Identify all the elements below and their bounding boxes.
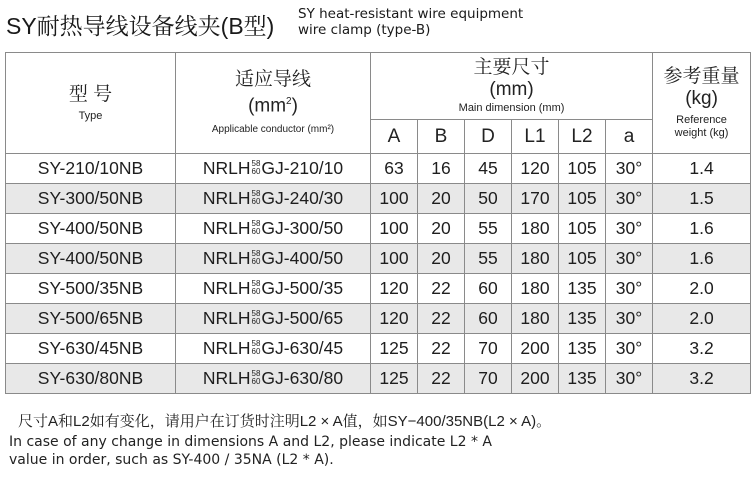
header-weight-unit: (kg) <box>685 88 718 109</box>
header-conductor-en: Applicable conductor (mm²) <box>211 124 335 136</box>
table-row <box>6 184 751 214</box>
conductor-suffix: GJ-630/80 <box>261 368 344 388</box>
unit-pre: (mm <box>248 95 287 117</box>
conductor-index-top: 58 <box>251 369 261 379</box>
header-weight-en1: Reference <box>676 114 727 126</box>
cell-conductor <box>176 244 371 274</box>
spec-table <box>5 52 751 394</box>
header-dimension <box>371 53 653 120</box>
table-row <box>6 364 751 394</box>
cell-d: 70 <box>465 334 512 364</box>
conductor-prefix: NRLH <box>202 368 251 388</box>
cell-l1: 200 <box>512 334 559 364</box>
cell-angle: 30° <box>606 184 653 214</box>
cell-l1: 180 <box>512 214 559 244</box>
cell-l2: 105 <box>559 244 606 274</box>
cell-l2: 105 <box>559 154 606 184</box>
conductor-index <box>252 220 261 236</box>
cell-l2: 135 <box>559 334 606 364</box>
cell-weight: 1.5 <box>653 184 751 214</box>
conductor-prefix: NRLH <box>202 338 251 358</box>
table-row <box>6 334 751 364</box>
cell-b: 20 <box>418 244 465 274</box>
conductor-suffix: GJ-240/30 <box>261 188 344 208</box>
conductor-suffix: GJ-400/50 <box>261 248 344 268</box>
cell-type: SY-400/50NB <box>6 214 176 244</box>
cell-l2: 135 <box>559 304 606 334</box>
cell-conductor <box>176 154 371 184</box>
table-row <box>6 154 751 184</box>
conductor-index-bottom: 60 <box>251 197 261 207</box>
header-col-a: A <box>371 120 418 154</box>
cell-l1: 200 <box>512 364 559 394</box>
cell-a: 100 <box>371 214 418 244</box>
note-cn: 尺寸A和L2如有变化，请用户在订货时注明L2 × A值，如SY−400/35NB(L2 × A)。 <box>18 413 552 430</box>
cell-d: 45 <box>465 154 512 184</box>
cell-angle: 30° <box>606 274 653 304</box>
conductor-suffix: GJ-500/35 <box>261 278 344 298</box>
cell-l1: 180 <box>512 244 559 274</box>
header-dimension-en: Main dimension (mm) <box>458 102 565 114</box>
conductor-index <box>252 250 261 266</box>
unit-post: ) <box>291 95 298 117</box>
conductor-prefix: NRLH <box>202 308 251 328</box>
title-en-line2: wire clamp (type-B) <box>298 22 431 38</box>
cell-l2: 135 <box>559 274 606 304</box>
conductor-index-top: 58 <box>251 189 261 199</box>
cell-d: 60 <box>465 304 512 334</box>
cell-b: 22 <box>418 334 465 364</box>
conductor-prefix: NRLH <box>202 278 251 298</box>
cell-weight: 1.6 <box>653 244 751 274</box>
cell-l1: 170 <box>512 184 559 214</box>
header-col-angle: a <box>606 120 653 154</box>
header-conductor-unit <box>176 91 370 117</box>
table-row <box>6 244 751 274</box>
conductor-prefix: NRLH <box>202 158 251 178</box>
cell-l1: 180 <box>512 304 559 334</box>
conductor-index-bottom: 60 <box>251 167 261 177</box>
cell-angle: 30° <box>606 154 653 184</box>
conductor-index-top: 58 <box>251 339 261 349</box>
cell-angle: 30° <box>606 334 653 364</box>
cell-a: 63 <box>371 154 418 184</box>
cell-a: 100 <box>371 184 418 214</box>
cell-d: 55 <box>465 214 512 244</box>
cell-conductor <box>176 304 371 334</box>
cell-l2: 105 <box>559 184 606 214</box>
cell-a: 120 <box>371 304 418 334</box>
cell-angle: 30° <box>606 364 653 394</box>
cell-weight: 3.2 <box>653 364 751 394</box>
cell-b: 16 <box>418 154 465 184</box>
header-type-en: Type <box>78 109 103 122</box>
cell-angle: 30° <box>606 214 653 244</box>
note-en: In case of any change in dimensions A and L2, please indicate L2 * A value in order, such as SY-400 / 35NA (L2 * A). <box>9 434 492 468</box>
conductor-index-top: 58 <box>251 249 261 259</box>
conductor-index <box>252 280 261 296</box>
conductor-index <box>252 310 261 326</box>
cell-conductor <box>176 214 371 244</box>
cell-conductor <box>176 274 371 304</box>
cell-b: 22 <box>418 364 465 394</box>
cell-d: 50 <box>465 184 512 214</box>
conductor-prefix: NRLH <box>202 248 251 268</box>
header-conductor <box>176 53 371 154</box>
cell-b: 22 <box>418 304 465 334</box>
conductor-index-top: 58 <box>251 219 261 229</box>
cell-type: SY-630/45NB <box>6 334 176 364</box>
conductor-index <box>252 160 261 176</box>
cell-weight: 1.4 <box>653 154 751 184</box>
conductor-index <box>252 370 261 386</box>
conductor-index-bottom: 60 <box>251 287 261 297</box>
title-cn: SY耐热导线设备线夹(B型) <box>6 13 275 39</box>
header-dimension-cn: 主要尺寸 <box>473 57 550 78</box>
header-weight <box>653 53 751 154</box>
header-col-d: D <box>465 120 512 154</box>
cell-type: SY-630/80NB <box>6 364 176 394</box>
conductor-prefix: NRLH <box>202 188 251 208</box>
table-row <box>6 304 751 334</box>
cell-type: SY-210/10NB <box>6 154 176 184</box>
header-col-l2: L2 <box>559 120 606 154</box>
header-weight-en2: weight (kg) <box>674 127 729 139</box>
conductor-index-top: 58 <box>251 159 261 169</box>
conductor-index-bottom: 60 <box>251 257 261 267</box>
cell-a: 125 <box>371 364 418 394</box>
cell-a: 125 <box>371 334 418 364</box>
cell-type: SY-300/50NB <box>6 184 176 214</box>
conductor-suffix: GJ-300/50 <box>261 218 344 238</box>
conductor-index-bottom: 60 <box>251 347 261 357</box>
cell-weight: 2.0 <box>653 274 751 304</box>
cell-l2: 105 <box>559 214 606 244</box>
cell-b: 22 <box>418 274 465 304</box>
table-row <box>6 214 751 244</box>
cell-l1: 120 <box>512 154 559 184</box>
header-type-cn: 型 号 <box>68 83 113 105</box>
conductor-suffix: GJ-630/45 <box>261 338 344 358</box>
cell-a: 100 <box>371 244 418 274</box>
header-dimension-unit: (mm) <box>489 79 534 100</box>
cell-weight: 1.6 <box>653 214 751 244</box>
header-type <box>6 53 176 154</box>
header-col-l1: L1 <box>512 120 559 154</box>
cell-angle: 30° <box>606 304 653 334</box>
cell-l2: 135 <box>559 364 606 394</box>
header-col-b: B <box>418 120 465 154</box>
conductor-index-top: 58 <box>251 309 261 319</box>
cell-type: SY-500/35NB <box>6 274 176 304</box>
table-row <box>6 274 751 304</box>
unit-sup: 2 <box>286 95 292 107</box>
conductor-index-bottom: 60 <box>251 377 261 387</box>
conductor-prefix: NRLH <box>202 218 251 238</box>
cell-conductor <box>176 364 371 394</box>
cell-type: SY-500/65NB <box>6 304 176 334</box>
cell-b: 20 <box>418 214 465 244</box>
conductor-index-top: 58 <box>251 279 261 289</box>
title-en-line1: SY heat-resistant wire equipment <box>298 6 524 22</box>
title-en <box>298 6 523 38</box>
conductor-index-bottom: 60 <box>251 317 261 327</box>
header-weight-cn: 参考重量 <box>663 66 740 87</box>
cell-b: 20 <box>418 184 465 214</box>
cell-angle: 30° <box>606 244 653 274</box>
cell-conductor <box>176 184 371 214</box>
cell-d: 55 <box>465 244 512 274</box>
cell-conductor <box>176 334 371 364</box>
cell-weight: 3.2 <box>653 334 751 364</box>
conductor-index <box>252 340 261 356</box>
header-conductor-cn: 适应导线 <box>234 68 311 90</box>
cell-a: 120 <box>371 274 418 304</box>
conductor-suffix: GJ-500/65 <box>261 308 344 328</box>
cell-d: 70 <box>465 364 512 394</box>
cell-d: 60 <box>465 274 512 304</box>
cell-type: SY-400/50NB <box>6 244 176 274</box>
cell-l1: 180 <box>512 274 559 304</box>
conductor-suffix: GJ-210/10 <box>261 158 344 178</box>
conductor-index-bottom: 60 <box>251 227 261 237</box>
conductor-index <box>252 190 261 206</box>
cell-weight: 2.0 <box>653 304 751 334</box>
